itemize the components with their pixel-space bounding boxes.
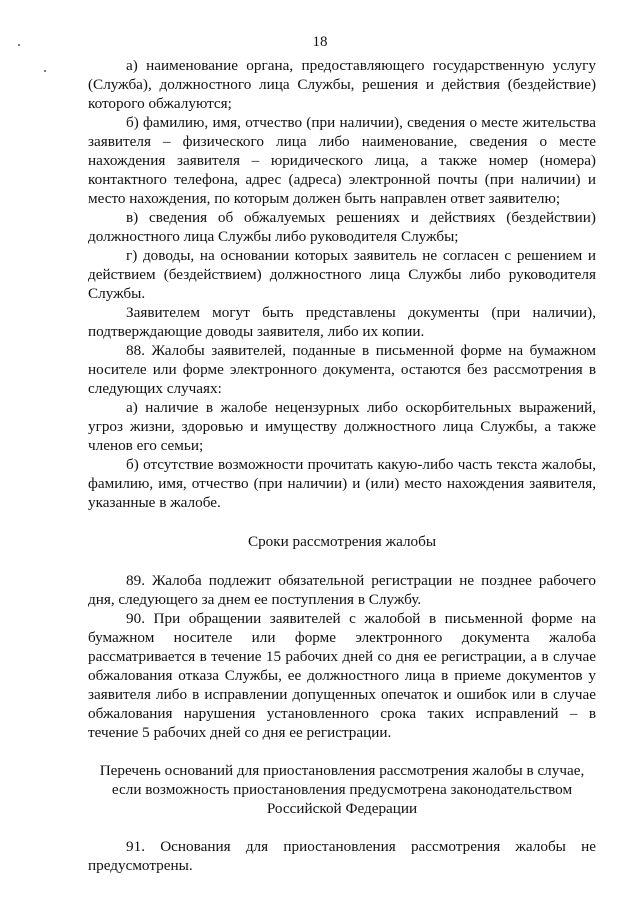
scan-speck xyxy=(44,70,46,72)
paragraph: 89. Жалоба подлежит обязательной регистрации не позднее рабочего дня, следующего за днем ее поступления в Службу. xyxy=(88,572,596,608)
paragraph: б) фамилию, имя, отчество (при наличии), сведения о месте жительства заявителя – физического лица либо наименование, сведения о месте нахождения заявителя – юридического лица, а также номер (номера) контактного телефона, адрес (адреса) электронной почты (при наличии) и место нахождения, по которым должен быть направлен ответ заявителю; xyxy=(88,114,596,207)
paragraph: г) доводы, на основании которых заявитель не согласен с решением и действием (бездействием) должностного лица Службы либо руководителя Службы. xyxy=(88,247,596,302)
paragraph: Заявителем могут быть представлены документы (при наличии), подтверждающие доводы заявителя, либо их копии. xyxy=(88,304,596,340)
section-heading: Перечень оснований для приостановления рассмотрения жалобы в случае, если возможность приостановления предусмотрена законодательством Российской Федерации xyxy=(99,762,585,817)
paragraph: 90. При обращении заявителей с жалобой в письменной форме на бумажном носителе или форме электронного документа жалоба рассматривается в течение 15 рабочих дней со дня ее регистрации, а в случае обжалования отказа Службы, ее должностного лица в приеме документов у заявителя либо в исправлении допущенных опечаток и ошибок или в случае обжалования нарушения установленного срока таких исправлений – в течение 5 рабочих дней со дня ее регистрации. xyxy=(88,610,596,741)
paragraph: в) сведения об обжалуемых решениях и действиях (бездействии) должностного лица Службы либо руководителя Службы; xyxy=(88,209,596,245)
section-body xyxy=(88,571,596,742)
paragraph: а) наличие в жалобе нецензурных либо оскорбительных выражений, угроз жизни, здоровью и имуществу должностного лица Службы, а также членов его семьи; xyxy=(88,399,596,454)
section-heading: Сроки рассмотрения жалобы xyxy=(247,533,437,550)
paragraph: 91. Основания для приостановления рассмотрения жалобы не предусмотрены. xyxy=(88,838,596,874)
section-body xyxy=(88,837,596,875)
page-number: 18 xyxy=(312,34,328,50)
paragraph: а) наименование органа, предоставляющего государственную услугу (Служба), должностного лица Службы, решения и действия (бездействие) которого обжалуются; xyxy=(88,57,596,112)
paragraph: б) отсутствие возможности прочитать какую-либо часть текста жалобы, фамилию, имя, отчество (при наличии) и (или) место нахождения заявителя, указанные в жалобе. xyxy=(88,456,596,511)
document-body xyxy=(88,56,596,875)
paragraph: 88. Жалобы заявителей, поданные в письменной форме на бумажном носителе или форме электронного документа, остаются без рассмотрения в следующих случаях: xyxy=(88,342,596,397)
